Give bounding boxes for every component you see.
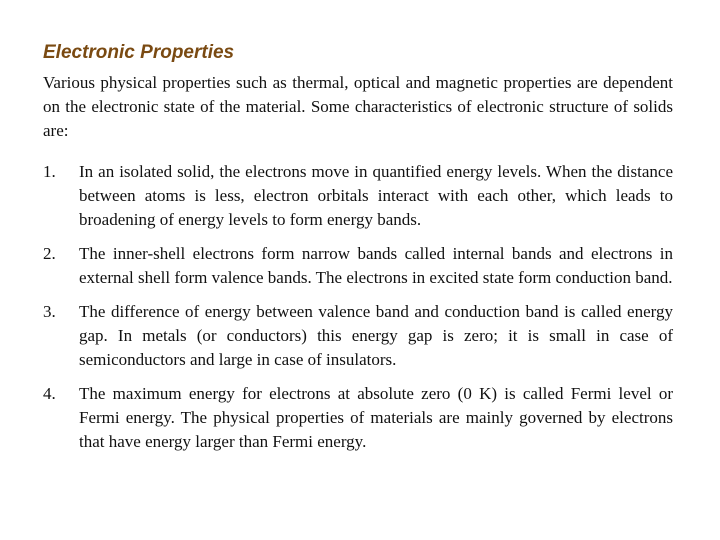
document-page xyxy=(43,40,673,464)
characteristics-list xyxy=(43,160,673,454)
list-item-text: The inner-shell electrons form narrow bands called internal bands and electrons in external shell form valence bands. The electrons in excited state form conduction band. xyxy=(79,244,673,287)
list-item xyxy=(43,382,673,454)
list-item-text: The maximum energy for electrons at absolute zero (0 K) is called Fermi level or Fermi energy. The physical properties of materials are mainly governed by electrons that have energy larger than Fermi energy. xyxy=(79,384,673,451)
list-item xyxy=(43,242,673,290)
list-item xyxy=(43,300,673,372)
list-item xyxy=(43,160,673,232)
section-heading: Electronic Properties xyxy=(43,42,235,63)
list-item-number: 3. xyxy=(43,302,56,321)
list-item-text: The difference of energy between valence band and conduction band is called energy gap. In metals (or conductors) this energy gap is zero; it is small in case of semiconductors and large in case of insulators. xyxy=(79,302,673,369)
list-item-number: 1. xyxy=(43,162,56,181)
list-item-text: In an isolated solid, the electrons move in quantified energy levels. When the distance between atoms is less, electron orbitals interact with each other, which leads to broadening of energy levels to form energy bands. xyxy=(79,162,673,229)
list-item-number: 2. xyxy=(43,244,56,263)
list-item-number: 4. xyxy=(43,384,56,403)
intro-paragraph: Various physical properties such as thermal, optical and magnetic properties are dependent on the electronic state of the material. Some characteristics of electronic structure of solids are: xyxy=(43,73,673,140)
